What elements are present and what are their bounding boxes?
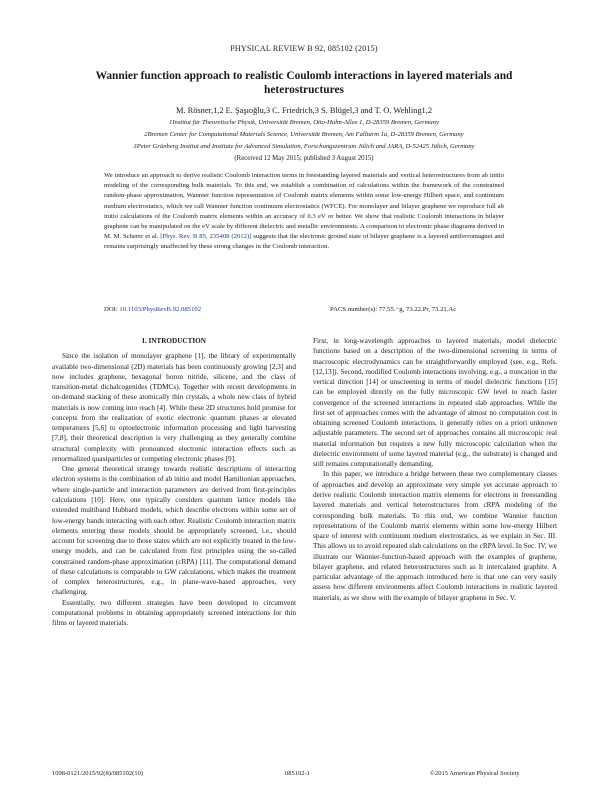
footer-issn: 1098-0121/2015/92(8)/085102(10) — [52, 770, 143, 777]
paragraph: Essentially, two different strategies have been developed to circumvent computational problems in obtaining appropriately screened interactions for thin films or layered materials. — [52, 598, 296, 628]
author-list: M. Rösner,1,2 E. Şaşıoğlu,3 C. Friedrich,3 S. Blügel,3 and T. O. Wehling1,2 — [175, 106, 433, 115]
section-heading: I. INTRODUCTION — [142, 337, 206, 345]
right-column — [313, 336, 557, 603]
doi-link[interactable]: 10.1103/PhysRevB.92.085102 — [119, 306, 202, 313]
footer-copyright: ©2015 American Physical Society — [430, 770, 520, 777]
affiliation-3: 3Peter Grünberg Institut and Institute for Advanced Simulation, Forschungszentrum Jülich and JARA, D-52425 Jülich, Germany — [133, 143, 475, 150]
abstract-citation-link[interactable]: [Phys. Rev. B 85, 235408 (2012)] — [160, 233, 252, 241]
pacs-numbers: PACS number(s): 77.55.−g, 73.22.Pr, 73.21.Ac — [330, 306, 457, 313]
doi-label: DOI: — [104, 306, 118, 313]
footer-page-number: 085102-1 — [285, 770, 310, 777]
paragraph: First, in long-wavelength approaches to layered materials, model dielectric functions based on a description of the two-dimensional screening in terms of macroscopic electrodynamics can be straightforwardly employed (see, e.g., Refs. [12,13]). Second, modified Coulomb interactions involving, e.g., a truncation in the vertical direction [14] or unscreening in terms of model dielectric functions [15] can be employed directly on the fully microscopic GW level to reach faster convergence of the screened interactions in repeated slab approaches. While the first set of approaches comes with the advantage of almost no computation cost in obtaining screened Coulomb interactions, it generally relies on a priori unknown adjustable parameters. The second set of approaches contains all microscopic real material information but requires a new fully microscopic calculation when the dielectric environment of some layered material (e.g., the substrate) is changed and still remains computationally demanding. — [313, 337, 557, 469]
paragraph: In this paper, we introduce a bridge between these two complementary classes of approaches and develop an approximate very simple yet accurate approach to derive realistic Coulomb interaction matrix elements for electrons in freestanding layered materials and vertical heterostructures from cRPA modeling of the corresponding bulk materials. To this end, we combine Wannier function representations of the Coulomb matrix elements within some low-energy Hilbert space of interest with continuum medium electrostatics, as we explain in Sec. III. This allows us to avoid repeated slab calculations on the cRPA level. In Sec. IV, we illustrate our Wannier-function-based approach with the examples of graphene, bilayer graphene, and related heterostructures such as Ir intercalated graphite. A particular advantage of the approach introduced here is that one can very easily assess how different environments affect Coulomb interactions in realistic layered materials, as we show with the example of bilayer graphene in Sec. V. — [313, 470, 557, 602]
paragraph: Since the isolation of monolayer graphene [1], the library of experimentally available two-dimensional (2D) materials has been continuously growing [2,3] and now includes graphene, hexagonal boron nitride, silicene, and the class of transition-metal dichalcogenides (TDMCs). Together with recent developments in on-demand stacking of these atomically thin crystals, a whole new class of hybrid materials is now coming into reach [4]. While these 2D structures hold promise for concepts from the realization of exotic electronic quantum phases at elevated temperatures [5,6] to optoelectronic information processing and light harvesting [7,8], their theoretical description is very challenging as they generally combine structural complexity with pronounced electronic interaction effects such as renormalized quasiparticles or competing electronic phases [9]. — [52, 352, 296, 463]
doi-line — [104, 306, 201, 313]
affiliation-2: 2Bremen Center for Computational Materials Science, Universität Bremen, Am Fallturm 1a, D-28359 Bremen, Germany — [144, 131, 464, 138]
affiliation-1: 1Institut für Theoretische Physik, Universität Bremen, Otto-Hahn-Allee 1, D-28359 Bremen, Germany — [169, 119, 439, 126]
abstract-text-1: We introduce an approach to derive realistic Coulomb interaction terms in freestanding layered materials and vertical heterostructures from ab initio modeling of the corresponding bulk materials. To this end, we establish a combination of calculations within the framework of the constrained random-phase approximation, Wannier function representation of Coulomb matrix elements within some low-energy Hilbert space, and continuum medium electrostatics, which we call Wannier function continuum electrostatics (WFCE). For monolayer and bilayer graphene we reproduce full ab initio calculations of the Coulomb matrix elements within an accuracy of 0.3 eV or better. We show that realistic Coulomb interactions in bilayer graphene can be manipulated on the eV scale by different dielectric and metallic environments. A comparison to electronic phase diagrams derived in M. M. Scherer et al. — [104, 172, 504, 241]
paper-title: Wannier function approach to realistic Coulomb interactions in layered materials and heterostructures — [95, 70, 513, 96]
journal-header: PHYSICAL REVIEW B 92, 085102 (2015) — [230, 44, 378, 53]
abstract — [104, 171, 504, 253]
abstract-text-2: suggests that the electronic ground state of bilayer graphene is a layered antiferromagnet and remains surprisingly unaffected by these strong changes in the Coulomb interaction. — [104, 233, 504, 251]
received-dates: (Received 12 May 2015; published 3 August 2015) — [234, 155, 374, 162]
paragraph: One general theoretical strategy towards realistic descriptions of interacting electron systems is the combination of ab initio and model Hamiltonian approaches, where single-particle and interaction parameters are derived from first-principles calculations [10]. Here, one typically considers quantum lattice models like extended multiband Hubbard models, which describe electrons within some set of low-energy bands interacting with each other. Realistic Coulomb interaction matrix elements entering these models should be appropriately screened, i.e., should account for screening due to those states which are not explicitly treated in the low-energy models, and can be calculated from first principles using the so-called constrained random-phase approximation (cRPA) [11]. The computational demand of these calculations is comparable to GW calculations, which makes the treatment of complex heterostructures, e.g., in plane-wave-based approaches, very challenging. — [52, 465, 296, 597]
left-column — [52, 336, 296, 628]
